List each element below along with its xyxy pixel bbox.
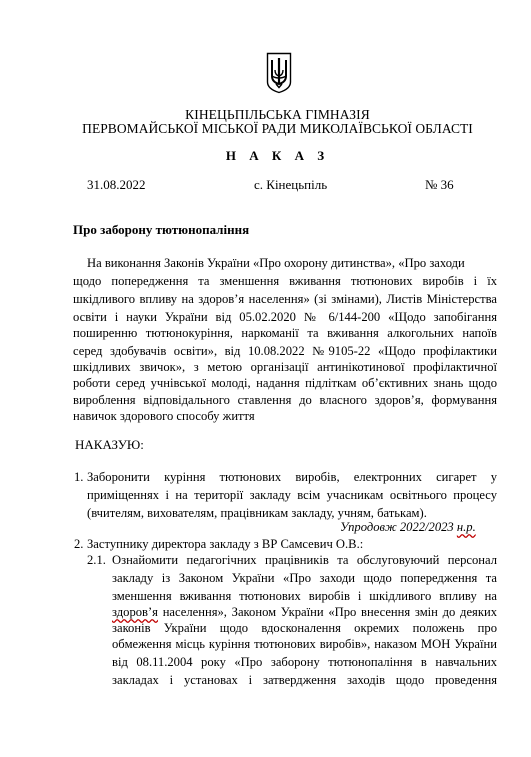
line-rest: населення», Законом України «Про внесення змін до деяких	[157, 605, 497, 619]
item-line: (вчителям, вихователям, працівникам закладу, учням, батькам).	[87, 506, 427, 520]
item-number: 1.	[74, 470, 84, 484]
subitem-line: Ознайомити педагогічних працівників та обслуговуючий персонал	[112, 553, 497, 567]
preamble-line: навичок здорового способу життя	[73, 409, 255, 423]
subitem-line: зменшення вживання тютюнових виробів і шкідливого впливу на	[112, 589, 497, 603]
subitem-line: від 08.11.2004 року «Про заборону тютюнопаління в навчальних	[112, 655, 497, 669]
preamble-line: щодо попередження та зменшення вживання тютюнових виробів і їх	[73, 274, 497, 288]
subitem-number: 2.1.	[87, 553, 106, 567]
preamble-line: шкідливих звичок», з метою організації антинікотинової профілактичної	[73, 360, 497, 374]
preamble-line: поширенню тютюнокуріння, наркоманії та вживання алкогольних напоїв	[73, 326, 497, 340]
trident-emblem-icon	[266, 52, 292, 94]
order-date: 31.08.2022	[87, 177, 146, 192]
order-subject: Про заборону тютюнопаління	[73, 222, 250, 237]
item-line: приміщеннях і на території закладу всім учасникам освітнього процесу	[87, 488, 497, 502]
nakazuyu-heading: НАКАЗУЮ:	[75, 437, 144, 452]
council-name: ПЕРВОМАЙСЬКОЇ МІСЬКОЇ РАДИ МИКОЛАЇВСЬКОЇ ОБЛАСТІ	[82, 121, 473, 136]
preamble-line: На виконання Законів України «Про охорону дитинства», «Про заходи	[87, 256, 465, 270]
subitem-line: законів України щодо вдосконалення окремих положень про	[112, 621, 497, 635]
school-name: КІНЕЦЬПІЛЬСЬКА ГІМНАЗІЯ	[185, 107, 370, 122]
subitem-line: закладах і установах і затвердження заходів щодо проведення	[112, 673, 497, 687]
order-place: с. Кінецьпіль	[254, 177, 328, 192]
subitem-line: закладу із Законом України «Про заходи щодо попередження та	[112, 571, 497, 585]
deadline-text: Упродовж 2022/2023	[340, 520, 457, 534]
preamble-line: серед здобувачів освіти», від 10.08.2022 №9105-22 «Щодо профілактики	[73, 344, 497, 358]
preamble-line: роботи серед учнівської молоді, надання підліткам об’єктивних знань щодо	[73, 376, 497, 390]
order-title: Н А К А З	[225, 148, 330, 163]
preamble-line: освіти і науки України від 05.02.2020 № 6/144-200 «Щодо запобігання	[73, 310, 497, 324]
item-number: 2.	[74, 537, 84, 551]
preamble-line: вироблення відповідального ставлення до власного здоров’я, формування	[73, 393, 497, 407]
underlined-word: здоров’я	[112, 605, 158, 619]
item1-deadline	[340, 520, 476, 535]
preamble-line: шкідливого впливу на здоров’я населення» (зі змінами), Листів Міністерства	[73, 292, 497, 306]
item-line: Заборонити куріння тютюнових виробів, електронних сигарет у	[87, 470, 497, 484]
order-number: № 36	[425, 177, 454, 192]
item-line: Заступнику директора закладу з ВР Самсевич О.В.:	[87, 537, 364, 551]
deadline-abbr: н.р.	[456, 520, 476, 534]
subitem-line	[112, 605, 497, 620]
subitem-line: обмеження місць куріння тютюнових виробів», наказом МОН України	[112, 637, 497, 651]
